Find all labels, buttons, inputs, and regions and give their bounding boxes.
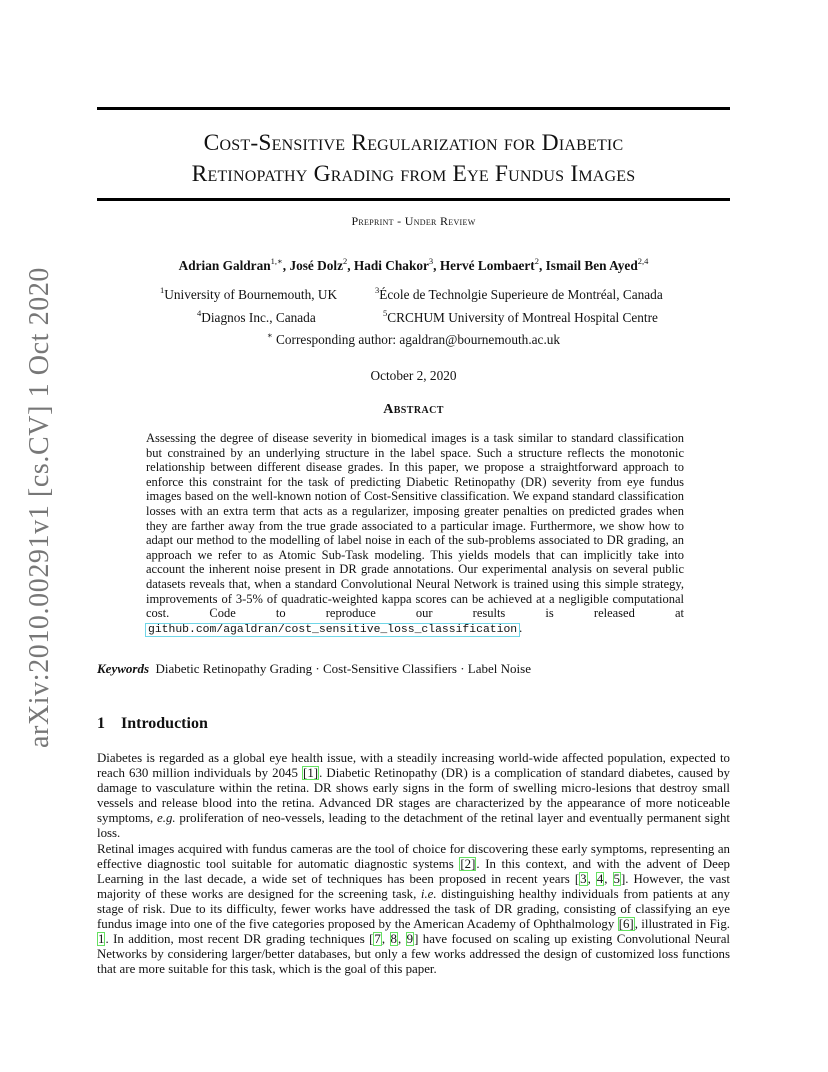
paragraph-text: ] have focused on scaling up existing Convolutional Neural Networks by considering larger/better databases, but only a few works addressed the design of customized loss functions that are more suitable for this task, which is the goal of this paper.	[97, 932, 730, 977]
affiliation-text: CRCHUM University of Montreal Hospital Centre	[387, 310, 658, 325]
paragraph-text: ,	[604, 872, 613, 887]
keywords-label: Keywords	[97, 661, 149, 676]
section-heading	[97, 715, 208, 733]
affiliation-4	[197, 310, 316, 326]
preprint-label: Preprint - Under Review	[351, 214, 476, 228]
author-name: Hervé Lombaert	[439, 258, 535, 273]
author-name: Hadi Chakor	[353, 258, 429, 273]
title-line-1: Cost-Sensitive Regularization for Diabetic	[203, 130, 624, 156]
affiliation-text: École de Technolgie Superieure de Montréal, Canada	[379, 287, 663, 302]
citation-link[interactable]: [1]	[303, 766, 319, 781]
paragraph-text: . In this context, and with the advent of Deep Learning in the last decade, a wide set of techniques has been proposed in recent years [	[97, 857, 731, 887]
citation-link[interactable]: 8	[390, 932, 397, 947]
title-bottom-rule	[97, 198, 730, 201]
paragraph-text: Diabetes is regarded as a global eye health issue, with a steadily increasing world-wide affected population, expected to reach 630 million individuals by 2045	[97, 751, 730, 781]
keywords	[97, 661, 730, 677]
paragraph-text: ,	[381, 932, 390, 947]
author-separator: ,	[347, 258, 354, 273]
citation-link[interactable]: 5	[613, 872, 620, 887]
corresponding-text: Corresponding author: agaldran@bournemouth.ac.uk	[272, 332, 561, 347]
italic-text: i.e.	[420, 887, 437, 902]
code-repository-link[interactable]: github.com/agaldran/cost_sensitive_loss_classification	[148, 623, 518, 636]
paragraph-text: Retinal images acquired with fundus cameras are the tool of choice for discovering these early symptoms, representing an effective diagnostic tool suitable for automatic diagnostic systems	[97, 842, 730, 872]
paragraph-text: . Diabetic Retinopathy (DR) is a complication of standard diabetes, caused by damage to vasculature within the retina. DR shows early signs in the form of swelling micro-lesions that destroy small vessels and release blood into the retina. Advanced DR stages are characterized by the appearance of more noticeable symptoms,	[97, 766, 730, 826]
affiliation-1	[160, 287, 337, 303]
author-name: Adrian Galdran	[178, 258, 271, 273]
author-list	[97, 258, 730, 274]
intro-paragraph-1	[97, 751, 730, 841]
citation-link[interactable]: 7	[374, 932, 381, 947]
abstract-heading: Abstract	[383, 402, 444, 417]
italic-text: e.g.	[157, 811, 176, 826]
author-affiliation-marker: 1,∗	[270, 256, 283, 266]
author-separator: ,	[538, 258, 546, 273]
citation-link[interactable]: 4	[596, 872, 604, 887]
paragraph-text: ]. However, the vast majority of these works are designed for the screening task,	[97, 872, 730, 902]
affiliation-5	[383, 310, 658, 326]
corresponding-author	[97, 332, 730, 348]
affiliation-marker: 1	[160, 285, 165, 295]
keywords-text: Diabetic Retinopathy Grading · Cost-Sensitive Classifiers · Label Noise	[155, 661, 531, 676]
abstract-text: Assessing the degree of disease severity in biomedical images is a task similar to standard classification but constrained by an underlying structure in the label space. Such a structure reflects the monotonic relationship between different disease grades. In this paper, we propose a straightforward approach to enforce this constraint for the task of predicting Diabetic Retinopathy (DR) severity from eye fundus images based on the well-known notion of Cost-Sensitive classification. We expand standard classification losses with an extra term that acts as a regularizer, imposing greater penalties on predicted grades when they are farther away from the true grade associated to a particular image. Furthermore, we show how to adapt our method to the modelling of label noise in each of the sub-problems associated to DR grading, an approach we refer to as Atomic Sub-Task modeling. This yields models that can implicitly take into account the inherent noise present in DR grade annotations. Our experimental analysis on several public datasets reveals that, when a standard Convolutional Neural Network is trained using this simple strategy, improvements of 3-5% of quadratic-weighted kappa scores can be achieved at a negligible computational cost. Code to reproduce our results is released at	[146, 431, 684, 621]
paragraph-text: , illustrated in Fig.	[634, 917, 730, 932]
paragraph-text: distinguishing healthy individuals from patients at any stage of risk. Due to its difficulty, fewer works have addressed the task of DR grading, consisting of classifying an eye fundus image into one of the five categories proposed by the American Academy of Ophthalmology	[97, 887, 730, 932]
affiliation-text: Diagnos Inc., Canada	[201, 310, 316, 325]
intro-paragraph-2	[97, 842, 730, 977]
citation-link[interactable]: [6]	[618, 917, 634, 932]
paper-date: October 2, 2020	[370, 368, 457, 383]
author-affiliation-marker: 3	[428, 256, 434, 266]
abstract-body	[146, 431, 684, 637]
affiliation-marker: 5	[383, 308, 388, 318]
affiliation-text: University of Bournemouth, UK	[164, 287, 338, 302]
section-title: Introduction	[121, 715, 208, 732]
citation-link[interactable]: 3	[580, 872, 587, 887]
citation-link[interactable]: 9	[406, 932, 414, 947]
title-top-rule	[97, 107, 730, 110]
affiliation-3	[375, 287, 663, 303]
author-affiliation-marker: 2	[343, 256, 348, 266]
author-name: Ismail Ben Ayed	[545, 258, 638, 273]
author-affiliation-marker: 2,4	[637, 256, 649, 266]
paper-title	[97, 128, 730, 190]
author-separator: ,	[282, 258, 290, 273]
citation-link[interactable]: [2]	[460, 857, 476, 872]
author-name: José Dolz	[289, 258, 343, 273]
title-line-2: Retinopathy Grading from Eye Fundus Images	[191, 161, 636, 187]
affiliation-marker: 4	[197, 308, 202, 318]
author-affiliation-marker: 2	[534, 256, 539, 266]
paragraph-text: ,	[587, 872, 596, 887]
author-separator: ,	[433, 258, 440, 273]
section-number: 1	[97, 715, 105, 732]
abstract-end: .	[519, 620, 523, 635]
citation-link[interactable]: 1	[98, 932, 105, 947]
paragraph-text: . In addition, most recent DR grading techniques [	[105, 932, 374, 947]
arxiv-identifier-stamp: arXiv:2010.00291v1 [cs.CV] 1 Oct 2020	[24, 266, 55, 748]
paragraph-text: ,	[397, 932, 406, 947]
affiliation-marker: 3	[375, 285, 380, 295]
corresponding-marker: ∗	[266, 330, 273, 340]
paragraph-text: proliferation of neo-vessels, leading to the detachment of the retinal layer and eventually permanent sight loss.	[97, 811, 730, 841]
